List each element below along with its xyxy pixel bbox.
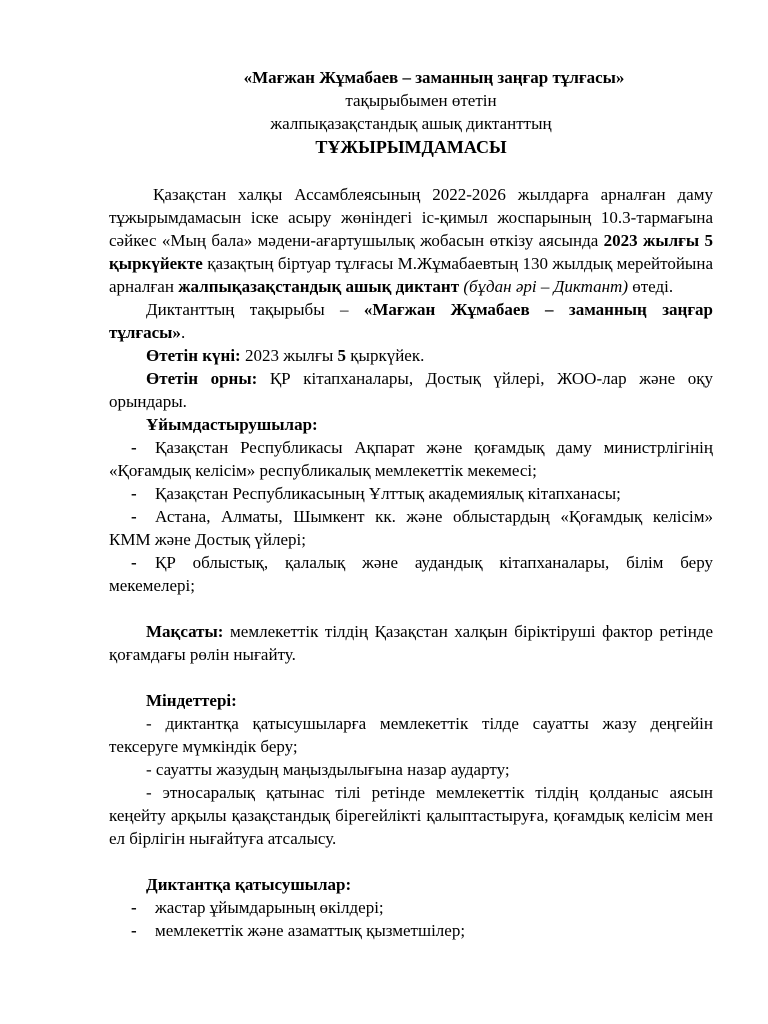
task-item: - диктантқа қатысушыларға мемлекеттік тілде сауатты жазу деңгейін тексеруге мүмкіндік беру; — [109, 714, 713, 756]
header-subtitle-line: тақырыбымен өтетін — [345, 91, 497, 110]
list-dash: - — [131, 921, 137, 940]
list-dash: - — [131, 438, 137, 457]
goal-label: Мақсаты: — [146, 622, 224, 641]
task-item: - этносаралық қатынас тілі ретінде мемлекеттік тілдің қолданыс аясын кеңейту арқылы қазақстандық бірегейлікті қалыптастыруға, қоғамдық келісім мен ел бірлігін нығайтуға атсалысу. — [109, 783, 713, 848]
date-label: Өтетін күні: — [146, 346, 241, 365]
organizer-item-text: Қазақстан Республикасы Ақпарат және қоғамдық даму министрлігінің «Қоғамдық келісім» республикалық мемлекеттік мекемесі; — [109, 438, 713, 480]
participant-item-text: мемлекеттік және азаматтық қызметшілер; — [155, 921, 466, 940]
organizer-item — [109, 505, 713, 551]
participant-item — [109, 896, 713, 919]
place-paragraph — [109, 367, 713, 413]
list-dash: - — [131, 898, 137, 917]
intro-paragraph — [109, 183, 713, 298]
document-header — [109, 66, 713, 159]
participants-heading: Диктантқа қатысушылар: — [146, 875, 352, 894]
list-dash: - — [131, 484, 137, 503]
intro-text-1: Қазақстан халқы Ассамблеясының 2022-2026 жылдарға арналған даму тұжырымдамасын іске асыру жөніндегі іс-қимыл жоспарының 10.3-тармағына сәйкес «Мың бала» мәдени-ағартушылық жобасын өткізу аясында — [109, 185, 713, 250]
organizers-list — [109, 436, 713, 597]
date-paragraph — [109, 344, 713, 367]
organizer-item — [109, 551, 713, 597]
document-page — [109, 66, 713, 942]
topic-paragraph — [109, 298, 713, 344]
participant-item — [109, 919, 713, 942]
goal-text: мемлекеттік тілдің Қазақстан халқын біріктіруші фактор ретінде қоғамдағы рөлін нығайту. — [109, 622, 713, 664]
intro-text-2: қазақтың біртуар тұлғасы М.Жұмабаевтың 130 жылдық мерейтойына арналған — [109, 254, 713, 296]
topic-title: «Мағжан Жұмабаев – заманның заңғар тұлғасы» — [109, 300, 714, 342]
date-value-pre: 2023 жылғы — [240, 346, 338, 365]
tasks-list — [109, 712, 713, 850]
organizers-heading: Ұйымдастырушылар: — [146, 415, 318, 434]
intro-note: (бұдан әрі – Диктант) — [459, 277, 628, 296]
place-value: ҚР кітапханалары, Достық үйлері, ЖОО-лар және оқу орындары. — [109, 369, 714, 411]
organizer-item-text: ҚР облыстық, қалалық және аудандық кітапханалары, білім беру мекемелері; — [109, 553, 713, 595]
date-value-post: қыркүйек. — [346, 346, 425, 365]
organizer-item — [109, 436, 713, 482]
organizer-item — [109, 482, 713, 505]
participant-item-text: жастар ұйымдарының өкілдері; — [155, 898, 384, 917]
intro-text-3: өтеді. — [628, 277, 674, 296]
task-item: - сауатты жазудың маңыздылығына назар аударту; — [146, 760, 510, 779]
participants-list — [109, 896, 713, 942]
date-value-day: 5 — [337, 346, 347, 365]
header-dictation-line: жалпықазақстандық ашық диктанттың — [270, 114, 552, 133]
list-dash: - — [131, 553, 137, 572]
place-label: Өтетін орны: — [146, 369, 258, 388]
header-topic-line: «Мағжан Жұмабаев – заманның заңғар тұлғасы» — [243, 68, 625, 87]
topic-suffix: . — [180, 323, 186, 342]
intro-date: 2023 жылғы 5 қыркүйекте — [109, 231, 713, 273]
goal-paragraph — [109, 620, 713, 666]
organizer-item-text: Астана, Алматы, Шымкент кк. және облыстардың «Қоғамдық келісім» КММ және Достық үйлері; — [109, 507, 713, 549]
tasks-heading: Міндеттері: — [146, 691, 237, 710]
organizer-item-text: Қазақстан Республикасының Ұлттық академиялық кітапханасы; — [155, 484, 621, 503]
list-dash: - — [131, 507, 137, 526]
intro-dictation-name: жалпықазақстандық ашық диктант — [178, 277, 460, 296]
topic-prefix: Диктанттың тақырыбы – — [146, 300, 364, 319]
document-title: ТҰЖЫРЫМДАМАСЫ — [315, 137, 507, 157]
